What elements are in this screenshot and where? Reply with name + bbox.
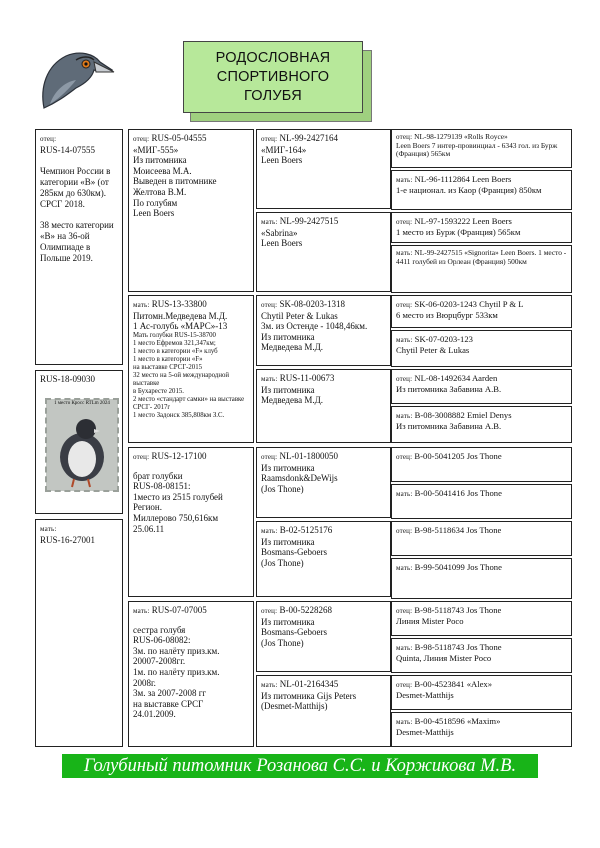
gen3-cell: отец: NL-97-1593222 Leen Boers 1 место из Бурж (Франция) 565км: [391, 212, 572, 243]
gen2-cell: мать: RUS-11-00673 Из питомника Медведева М.Д.: [256, 369, 391, 443]
gen3-cell: отец: NL-98-1279139 «Rolls Royce» Leen Boers 7 интер-провинциал - 6343 гол. из Бурж (Франция) 565км: [391, 129, 572, 168]
gen3-cell: мать: B-98-5118743 Jos Thone Quinta, Линия Mister Poco: [391, 638, 572, 673]
gen3-cell: мать: SK-07-0203-123 Chytil Peter & Lukas: [391, 330, 572, 367]
gen3-cell: мать: NL-99-2427515 «Signorita» Leen Boers. 1 место - 4411 голубей из Орлеан (Франция) 500км: [391, 245, 572, 293]
gen1-fm: мать: RUS-13-33800 Питомн.Медведева М.Д. 1 Ас-голубь «МАРС»-13 Мать голубки RUS-15-38700 1 место Ефремов 321,347км; 1 место в категории «F» клуб 1 место в категории «F» на выставке СРСГ-2015 32 место на 5-ой международной выставке в Бухаресте 2015. 2 место «стандарт самки» на выставке СРСГ- 2017г 1 место Задонск 385,808км З.С.: [128, 295, 254, 443]
mother-text: RUS-16-27001: [40, 534, 96, 545]
father-text: RUS-14-07555 Чемпион России в категории «В» (от 285км до 630км). СРСГ 2018. 38 место категории «В» на 36-ой Олимпиаде в Польше 2019.: [40, 144, 114, 263]
page-title: РОДОСЛОВНАЯ СПОРТИВНОГО ГОЛУБЯ: [183, 41, 363, 113]
gen1-mm: мать: RUS-07-07005 сестра голубя RUS-06-08082: 3м. по налёту приз.км. 20007-2008гг. 1м. по налёту приз.км. 2008г. 3м. за 2007-2008 гг на выставке СРСГ 24.01.2009.: [128, 601, 254, 747]
gen3-cell: отец: B-98-5118634 Jos Thone: [391, 521, 572, 556]
gen2-cell: мать: NL-99-2427515 «Sabrina» Leen Boers: [256, 212, 391, 292]
gen3-cell: отец: NL-08-1492634 Aarden Из питомника Забавина А.В.: [391, 369, 572, 404]
gen3-cell: мать: NL-96-1112864 Leen Boers 1-е национал. из Каор (Франция) 850км: [391, 170, 572, 210]
subject-father-cell: [35, 129, 123, 365]
gen3-cell: мать: B-08-3008882 Emiel Denys Из питомника Забавина А.В.: [391, 406, 572, 443]
pigeon-photo: [46, 399, 118, 491]
gen3-cell: мать: B-00-5041416 Jos Thone: [391, 484, 572, 519]
pigeon-logo: [36, 48, 116, 110]
gen1-mf: отец: RUS-12-17100 брат голубки RUS-08-08151: 1место из 2515 голубей Регион. Миллерово 750,616км 25.06.11: [128, 447, 254, 597]
father-label: отец:: [40, 135, 57, 143]
subject-mother-cell: [35, 519, 123, 747]
gen1-ff: отец: RUS-05-04555 «МИГ-555» Из питомника Моисеева М.А. Выведен в питомнике Желтова В.М. По голубям Leen Boers: [128, 129, 254, 292]
gen3-cell: отец: B-98-5118743 Jos Thone Линия Mister Poco: [391, 601, 572, 636]
photo-caption: 1 место Кросс RTLm 2024: [54, 401, 110, 406]
mother-label: мать:: [40, 525, 57, 533]
subject-cell: [35, 370, 123, 514]
gen2-cell: отец: NL-01-1800050 Из питомника Raamsdonk&DeWijs (Jos Thone): [256, 447, 391, 518]
gen3-cell: отец: B-00-4523841 «Alex» Desmet-Matthijs: [391, 675, 572, 710]
gen3-cell: отец: SK-06-0203-1243 Chytil P & L 6 место из Вюрцбург 533км: [391, 295, 572, 328]
pigeon-photo-icon: [46, 409, 118, 489]
gen3-cell: мать: B-99-5041099 Jos Thone: [391, 558, 572, 599]
subject-ring: RUS-18-09030: [40, 374, 96, 384]
gen2-cell: мать: NL-01-2164345 Из питомника Gijs Peters (Desmet-Matthijs): [256, 675, 391, 747]
gen3-cell: отец: B-00-5041205 Jos Thone: [391, 447, 572, 482]
gen2-cell: отец: B-00-5228268 Из питомника Bosmans-Geboers (Jos Thone): [256, 601, 391, 672]
gen3-cell: мать: B-00-4518596 «Maxim» Desmet-Matthijs: [391, 712, 572, 747]
gen2-cell: мать: B-02-5125176 Из питомника Bosmans-Geboers (Jos Thone): [256, 521, 391, 597]
gen2-cell: отец: SK-08-0203-1318 Chytil Peter & Lukas 3м. из Остенде - 1048,46км. Из питомника Медведева М.Д.: [256, 295, 391, 366]
kennel-footer: Голубиный питомник Розанова С.С. и Коржикова М.В.: [62, 754, 538, 778]
gen2-cell: отец: NL-99-2427164 «МИГ-164» Leen Boers: [256, 129, 391, 209]
